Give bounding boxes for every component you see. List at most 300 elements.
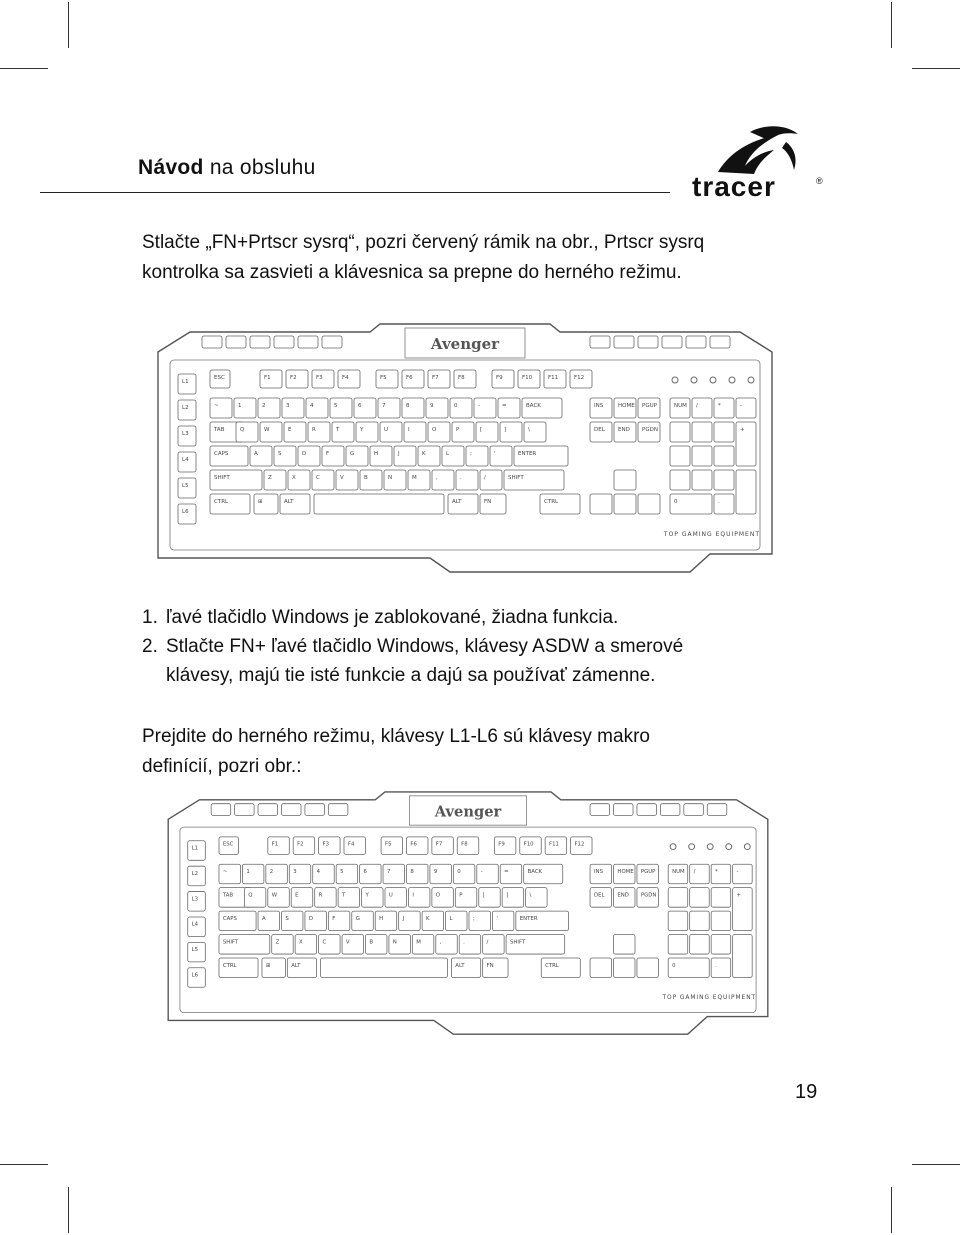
key <box>352 911 373 931</box>
key-label: L3 <box>191 896 199 903</box>
key-label: [ <box>480 427 483 433</box>
key <box>733 888 753 931</box>
key-label: 4 <box>310 403 314 409</box>
key-label: BACK <box>527 869 543 876</box>
key <box>260 370 282 388</box>
key-label: 1 <box>246 869 250 876</box>
key-label: PGDN <box>642 427 658 433</box>
key <box>714 422 734 442</box>
key <box>526 888 547 908</box>
list-item-text: ľavé tlačidlo Windows je zablokované, žiadna funkcia. <box>166 607 619 628</box>
crop-mark <box>891 2 892 48</box>
key <box>614 398 636 418</box>
key-label: 9 <box>433 869 438 876</box>
key-label: ALT <box>455 962 465 969</box>
key <box>328 804 348 816</box>
key <box>322 446 344 466</box>
key <box>541 958 580 978</box>
key-label: F5 <box>384 841 392 848</box>
key <box>733 935 753 978</box>
key-label: U <box>384 427 389 433</box>
key <box>614 958 635 978</box>
list-item-number: 2. <box>142 636 158 657</box>
key <box>480 494 506 514</box>
key <box>281 804 301 816</box>
key <box>469 911 490 931</box>
key <box>394 446 416 466</box>
key-label: ENTER <box>518 451 537 457</box>
key-label: 0 <box>672 962 676 969</box>
key <box>638 494 660 514</box>
key-label: ALT <box>291 962 301 969</box>
key <box>453 864 474 884</box>
key <box>268 888 289 908</box>
keyboard-diagram-2 <box>158 790 778 1040</box>
key-label: CAPS <box>214 451 229 457</box>
keyboard-diagram-1 <box>150 322 780 578</box>
key-label: L4 <box>191 921 199 928</box>
key-label: N <box>388 475 393 481</box>
key <box>690 911 710 931</box>
key <box>262 958 285 978</box>
key-label: ESC <box>222 841 234 848</box>
key <box>692 446 712 466</box>
indicator-led <box>748 377 754 383</box>
key-label: R <box>318 892 323 899</box>
key <box>516 911 569 931</box>
key-label: ' <box>494 451 496 457</box>
key <box>442 446 464 466</box>
indicator-led <box>744 844 750 850</box>
key <box>466 446 488 466</box>
key <box>426 398 448 418</box>
key-cap <box>322 336 342 348</box>
key-cap <box>670 470 690 490</box>
key-cap <box>298 336 318 348</box>
key-label: L3 <box>182 431 189 437</box>
key-cap <box>637 804 657 816</box>
key <box>614 422 636 442</box>
key-label: F <box>332 915 336 922</box>
key-label: FN <box>486 962 494 969</box>
key-label: F1 <box>264 375 271 381</box>
key-label: BACK <box>526 403 541 409</box>
key-label: I <box>412 892 414 899</box>
key <box>210 494 250 514</box>
key-label: F8 <box>458 375 465 381</box>
key <box>479 888 500 908</box>
key <box>330 398 352 418</box>
key-label: ENTER <box>519 915 538 922</box>
key <box>236 422 258 442</box>
key-label: SHIFT <box>509 939 526 946</box>
key-label: ] <box>504 427 507 433</box>
key-label: CTRL <box>214 499 229 505</box>
key-label: SHIFT <box>222 939 239 946</box>
key-label: = <box>502 403 507 409</box>
key <box>690 888 710 908</box>
key <box>383 864 404 884</box>
key <box>210 446 248 466</box>
key <box>614 470 636 490</box>
key <box>226 336 246 348</box>
key-label: NUM <box>674 403 687 409</box>
key <box>690 864 710 884</box>
key <box>385 888 406 908</box>
list-item-text: Stlačte FN+ ľavé tlačidlo Windows, klávesy ASDW a smerové <box>166 636 684 657</box>
key <box>492 370 514 388</box>
key <box>178 426 196 446</box>
key <box>590 422 612 442</box>
key <box>506 935 565 955</box>
key-cap <box>250 336 270 348</box>
list-item <box>142 603 862 632</box>
key-cap <box>321 958 448 978</box>
key-cap <box>733 888 753 931</box>
key-label: F <box>326 451 330 457</box>
key-label: B <box>364 475 368 481</box>
key <box>258 804 278 816</box>
key-cap <box>614 935 635 955</box>
key-label: F10 <box>522 375 533 381</box>
key <box>714 398 734 418</box>
key <box>188 841 206 861</box>
key <box>384 470 406 490</box>
key <box>590 336 610 348</box>
intro-paragraph <box>142 228 842 288</box>
key-label: ALT <box>284 499 294 505</box>
key-label: CTRL <box>545 962 559 969</box>
key-label: H <box>379 915 384 922</box>
key-label: 4 <box>316 869 321 876</box>
macro-line-1: Prejdite do herného režimu, klávesy L1-L6 sú klávesy makro <box>142 726 650 747</box>
key-label: - <box>740 403 742 409</box>
registered-mark: ® <box>816 176 823 186</box>
key <box>662 336 682 348</box>
key-label: W <box>271 892 278 899</box>
key-label: L <box>446 451 450 457</box>
key <box>188 917 206 937</box>
key-label: = <box>504 869 509 876</box>
key <box>711 958 731 978</box>
header-divider <box>40 192 670 193</box>
key-label: V <box>340 475 344 481</box>
key-label: - <box>480 869 483 876</box>
key-label: PGUP <box>640 869 656 876</box>
key-label: G <box>355 915 360 922</box>
indicator-led <box>689 844 695 850</box>
key-label: . <box>718 499 720 505</box>
key <box>266 864 287 884</box>
key <box>670 422 690 442</box>
key-label: ; <box>472 915 475 922</box>
key-label: DEL <box>594 427 605 433</box>
key <box>321 958 448 978</box>
key-label: Q <box>248 892 253 899</box>
key-label: H <box>374 451 379 457</box>
key <box>250 336 270 348</box>
key <box>412 935 433 955</box>
key <box>494 837 515 855</box>
key-label: ESC <box>214 375 225 381</box>
key-label: Z <box>268 475 272 481</box>
key <box>336 470 358 490</box>
key-cap <box>328 804 348 816</box>
key-label: O <box>435 892 440 899</box>
key-label: P <box>456 427 460 433</box>
key-label: FN <box>484 499 492 505</box>
key <box>660 804 680 816</box>
indicator-led <box>710 377 716 383</box>
key-cap <box>590 804 610 816</box>
key <box>313 864 334 884</box>
key-cap <box>736 422 756 466</box>
key <box>280 494 310 514</box>
key-label: DEL <box>593 892 605 899</box>
key-cap <box>692 446 712 466</box>
crop-mark <box>0 68 48 69</box>
key <box>211 804 231 816</box>
key <box>344 837 365 855</box>
key-label: . <box>715 962 717 969</box>
key <box>711 935 731 955</box>
key <box>670 494 712 514</box>
key-cap <box>711 958 731 978</box>
key <box>376 370 398 388</box>
key <box>692 422 712 442</box>
key-label: W <box>264 427 270 433</box>
key <box>637 804 657 816</box>
instruction-list <box>142 603 862 690</box>
key-cap <box>690 911 710 931</box>
key-label: 3 <box>286 403 290 409</box>
key-label: O <box>432 427 437 433</box>
key-label: INS <box>594 403 604 409</box>
key-label: J <box>398 451 400 457</box>
key <box>402 370 424 388</box>
key-label: U <box>388 892 393 899</box>
key-label: M <box>416 939 421 946</box>
key <box>670 470 690 490</box>
key <box>235 804 255 816</box>
header-title-rest: na obsluhu <box>203 156 316 179</box>
key <box>684 804 704 816</box>
key-cap <box>614 804 634 816</box>
key-label: \ <box>528 427 530 433</box>
crop-mark <box>912 68 960 69</box>
key-label: C <box>316 475 320 481</box>
key-label: 9 <box>430 403 434 409</box>
tracer-logo <box>690 122 830 202</box>
key-cap <box>733 935 753 978</box>
key-label: K <box>426 915 430 922</box>
list-item-number: 1. <box>142 607 158 628</box>
key-label: INS <box>593 869 603 876</box>
key <box>474 398 496 418</box>
key-label: PGUP <box>642 403 657 409</box>
key <box>322 336 342 348</box>
key <box>714 470 734 490</box>
key-label: L6 <box>191 972 199 979</box>
key <box>638 398 660 418</box>
key <box>406 864 427 884</box>
key-label: HOME <box>617 869 634 876</box>
key-label: HOME <box>618 403 635 409</box>
key <box>692 398 712 418</box>
key <box>287 958 316 978</box>
key <box>500 864 521 884</box>
key <box>356 422 378 442</box>
key-cap <box>714 446 734 466</box>
key-label: / <box>484 475 486 481</box>
key <box>454 370 476 388</box>
key-label: Y <box>360 427 364 433</box>
key-label: R <box>312 427 316 433</box>
key <box>315 888 336 908</box>
key-cap <box>281 804 301 816</box>
key-cap <box>662 336 682 348</box>
key <box>668 911 688 931</box>
key-cap <box>235 804 255 816</box>
key <box>234 398 256 418</box>
key <box>455 888 476 908</box>
key <box>319 837 340 855</box>
key <box>545 837 566 855</box>
key-label: + <box>736 892 742 899</box>
key-label: 5 <box>340 869 344 876</box>
key-cap <box>711 911 731 931</box>
key <box>498 398 520 418</box>
key <box>451 958 480 978</box>
key <box>286 370 308 388</box>
indicator-led <box>726 844 732 850</box>
key-label: F11 <box>549 841 559 848</box>
key-label: ⊞ <box>258 499 263 505</box>
key <box>342 935 363 955</box>
key-label: L4 <box>182 457 189 463</box>
key <box>514 446 568 466</box>
key-cap <box>692 470 712 490</box>
key-label: ] <box>506 892 509 899</box>
key-label: S <box>278 451 282 457</box>
key-label: ~ <box>214 403 219 409</box>
key-label: F9 <box>496 375 503 381</box>
key <box>362 888 383 908</box>
crop-mark <box>912 1164 960 1165</box>
key-label: F12 <box>574 375 585 381</box>
key <box>360 864 381 884</box>
key-cap <box>670 422 690 442</box>
key-cap <box>736 470 756 514</box>
key <box>692 470 712 490</box>
key <box>637 958 658 978</box>
key <box>714 494 734 514</box>
key-label: D <box>308 915 313 922</box>
key <box>305 804 325 816</box>
key <box>668 864 688 884</box>
key-label: F9 <box>498 841 505 848</box>
key <box>274 446 296 466</box>
key-label: X <box>292 475 296 481</box>
key-label: 2 <box>269 869 274 876</box>
key <box>381 837 402 855</box>
key <box>281 911 302 931</box>
key-label: F4 <box>342 375 349 381</box>
key <box>711 911 731 931</box>
key <box>428 370 450 388</box>
key <box>614 864 635 884</box>
key <box>668 935 688 955</box>
key <box>690 935 710 955</box>
key-label: / <box>693 869 696 876</box>
key <box>338 888 359 908</box>
key <box>408 470 430 490</box>
key-cap <box>211 804 231 816</box>
list-item-text: klávesy, majú tie isté funkcie a dajú sa používať zámenne. <box>166 665 656 686</box>
key-label: E <box>288 427 292 433</box>
key-label: ALT <box>452 499 462 505</box>
key-cap <box>226 336 246 348</box>
key-label: P <box>459 892 463 899</box>
key-cap <box>614 470 636 490</box>
key <box>686 336 706 348</box>
key <box>274 336 294 348</box>
key-label: CAPS <box>222 915 237 922</box>
key-label: N <box>392 939 397 946</box>
key-cap <box>258 804 278 816</box>
key-cap <box>614 336 634 348</box>
key <box>242 864 263 884</box>
key <box>450 398 472 418</box>
key <box>638 336 658 348</box>
key-label: PGDN <box>640 892 657 899</box>
key-label: SHIFT <box>214 475 230 481</box>
key-label: L <box>449 915 453 922</box>
key-cap <box>684 804 704 816</box>
key-label: 3 <box>293 869 297 876</box>
key <box>365 935 386 955</box>
key <box>268 837 289 855</box>
key-label: F2 <box>290 375 297 381</box>
key-label: 2 <box>262 403 266 409</box>
key-label: 0 <box>674 499 678 505</box>
macro-line-2: definícií, pozri obr.: <box>142 756 302 777</box>
key-label: ; <box>470 451 472 457</box>
key <box>305 911 326 931</box>
key-label: F6 <box>410 841 417 848</box>
key <box>210 370 230 388</box>
key <box>590 864 611 884</box>
key <box>319 935 340 955</box>
key-label: 8 <box>406 403 410 409</box>
key-cap <box>274 336 294 348</box>
key <box>312 470 334 490</box>
key-cap <box>314 494 444 514</box>
key-label: CTRL <box>222 962 237 969</box>
key-label: S <box>285 915 289 922</box>
key <box>614 804 634 816</box>
key <box>178 478 196 498</box>
key-label: Z <box>275 939 280 946</box>
key <box>457 837 478 855</box>
key-label: - <box>478 403 480 409</box>
key <box>284 422 306 442</box>
key-label: Q <box>240 427 245 433</box>
key <box>219 837 239 855</box>
key <box>389 935 410 955</box>
key <box>178 504 196 524</box>
key <box>670 446 690 466</box>
